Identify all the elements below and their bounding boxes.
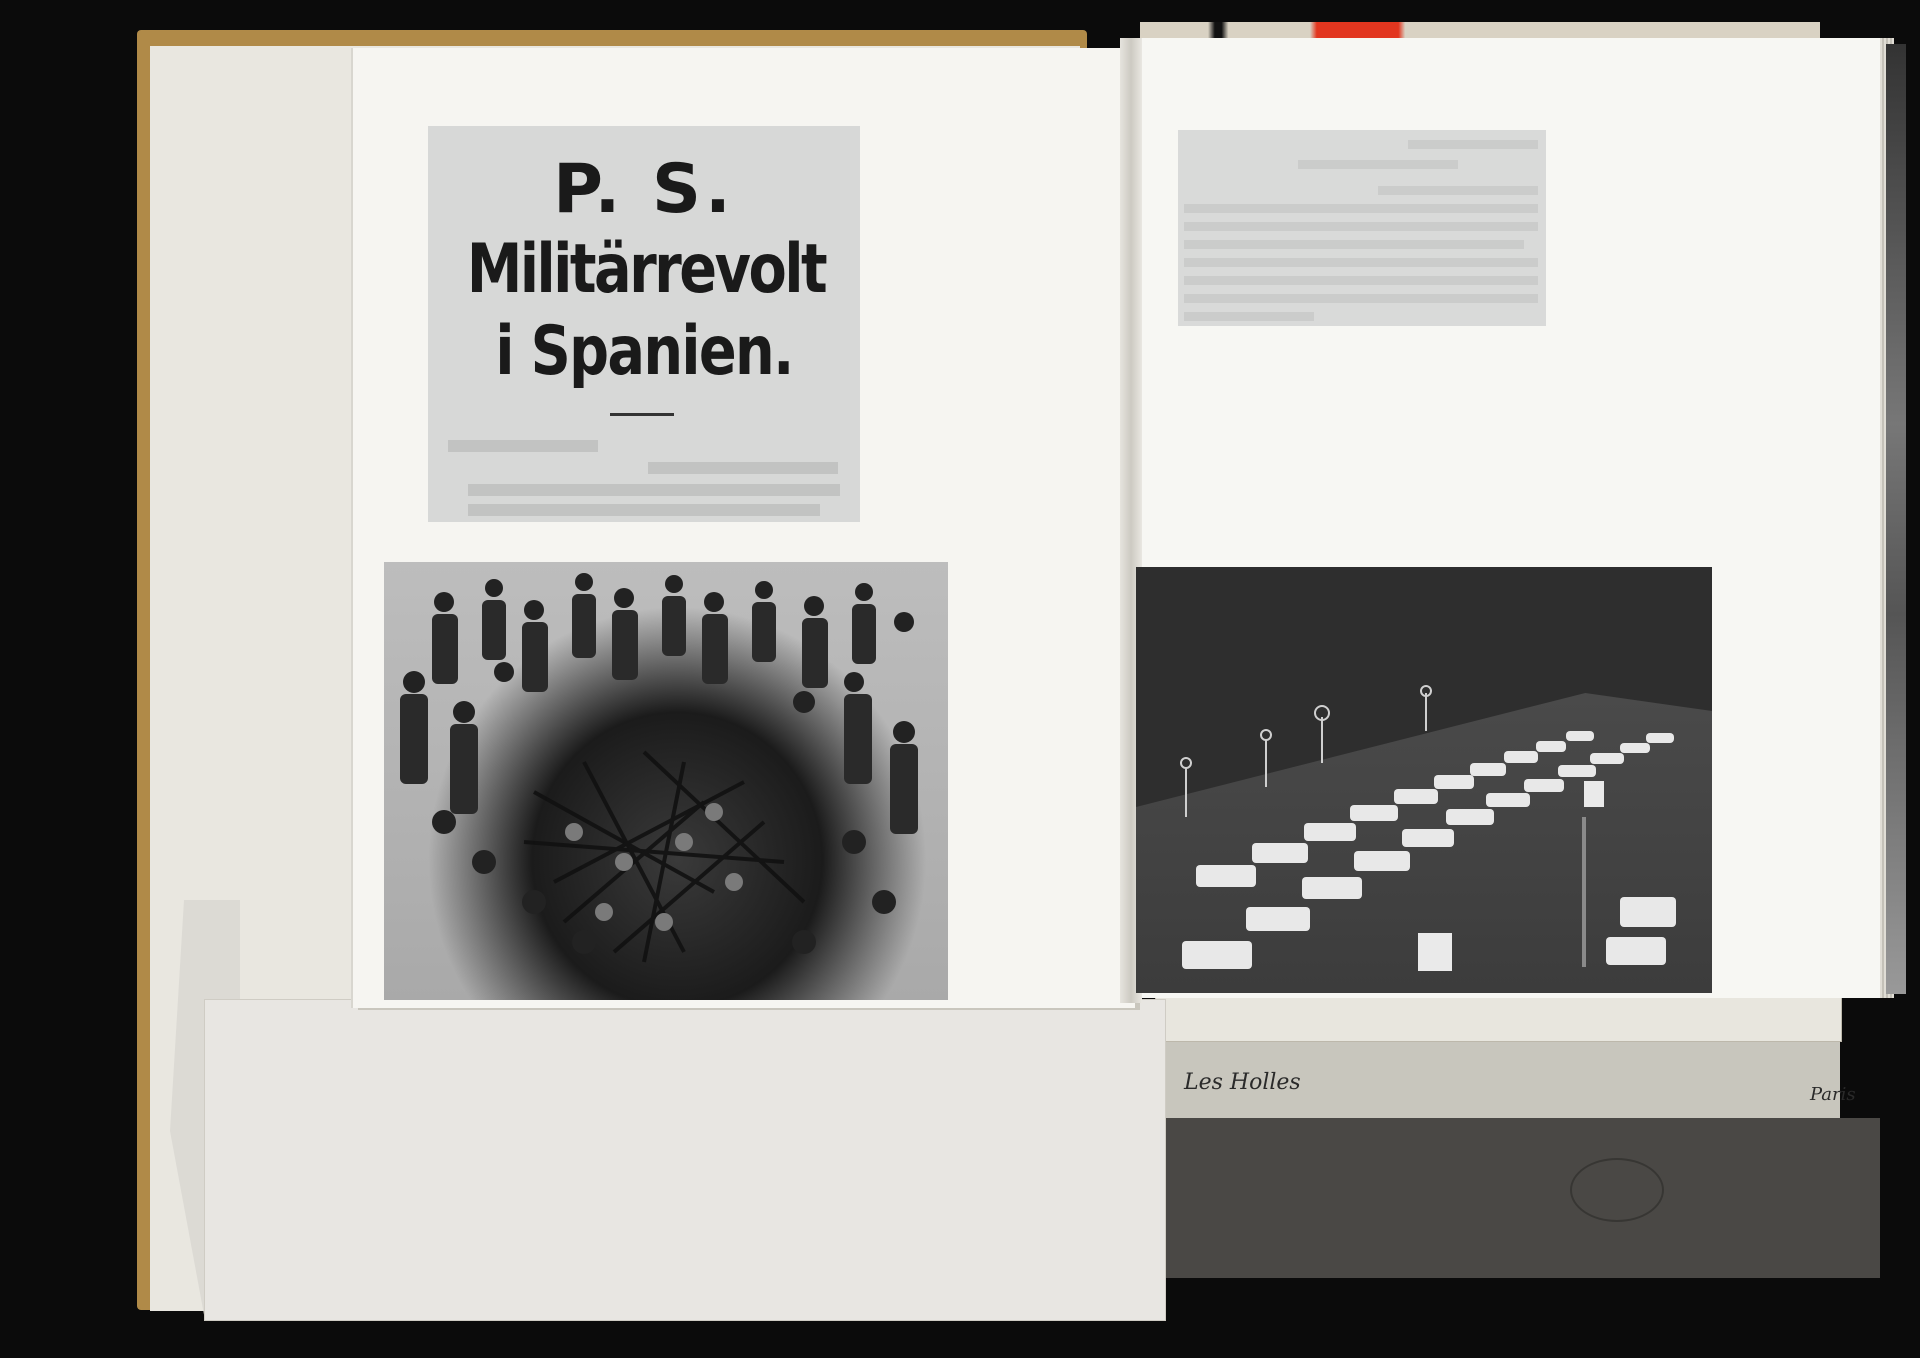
handwriting-right: Paris xyxy=(1810,1084,1856,1105)
photo-hospital-ward xyxy=(1136,567,1712,993)
faded-text-line xyxy=(1184,258,1538,267)
background-dark-card xyxy=(1160,1118,1880,1278)
faded-text-line xyxy=(1378,186,1538,195)
faded-text-line xyxy=(1184,204,1538,213)
faded-text-line xyxy=(468,484,840,496)
faded-text-line xyxy=(1184,312,1314,321)
faded-text-line xyxy=(1184,240,1524,249)
headline-line-1: P. S. xyxy=(553,150,735,229)
photo-crowd-drawing xyxy=(384,562,948,1000)
faded-text-line xyxy=(1184,222,1538,231)
faded-text-line xyxy=(1298,160,1458,169)
photo-crowd-weapons xyxy=(384,562,948,1000)
faded-text-line xyxy=(1408,140,1538,149)
faded-text-line xyxy=(468,504,820,516)
newspaper-clipping-headline xyxy=(428,126,860,522)
ward-beds-drawing xyxy=(1136,567,1712,993)
faded-text-line xyxy=(1184,294,1538,303)
headline-line-3: i Spanien. xyxy=(495,312,793,391)
background-book-edge xyxy=(1886,44,1906,994)
headline-line-2: Militärrevolt xyxy=(466,230,826,309)
faded-text-line xyxy=(1184,276,1538,285)
headline-rule xyxy=(610,413,674,416)
stamp-mark xyxy=(1570,1158,1664,1222)
faded-text-line xyxy=(448,440,598,452)
newspaper-clipping-article xyxy=(1178,130,1546,326)
folded-flap xyxy=(205,1000,1165,1320)
ward-table xyxy=(1418,933,1452,971)
handwriting-left: Les Holles xyxy=(1184,1070,1301,1095)
faded-text-line xyxy=(648,462,838,474)
